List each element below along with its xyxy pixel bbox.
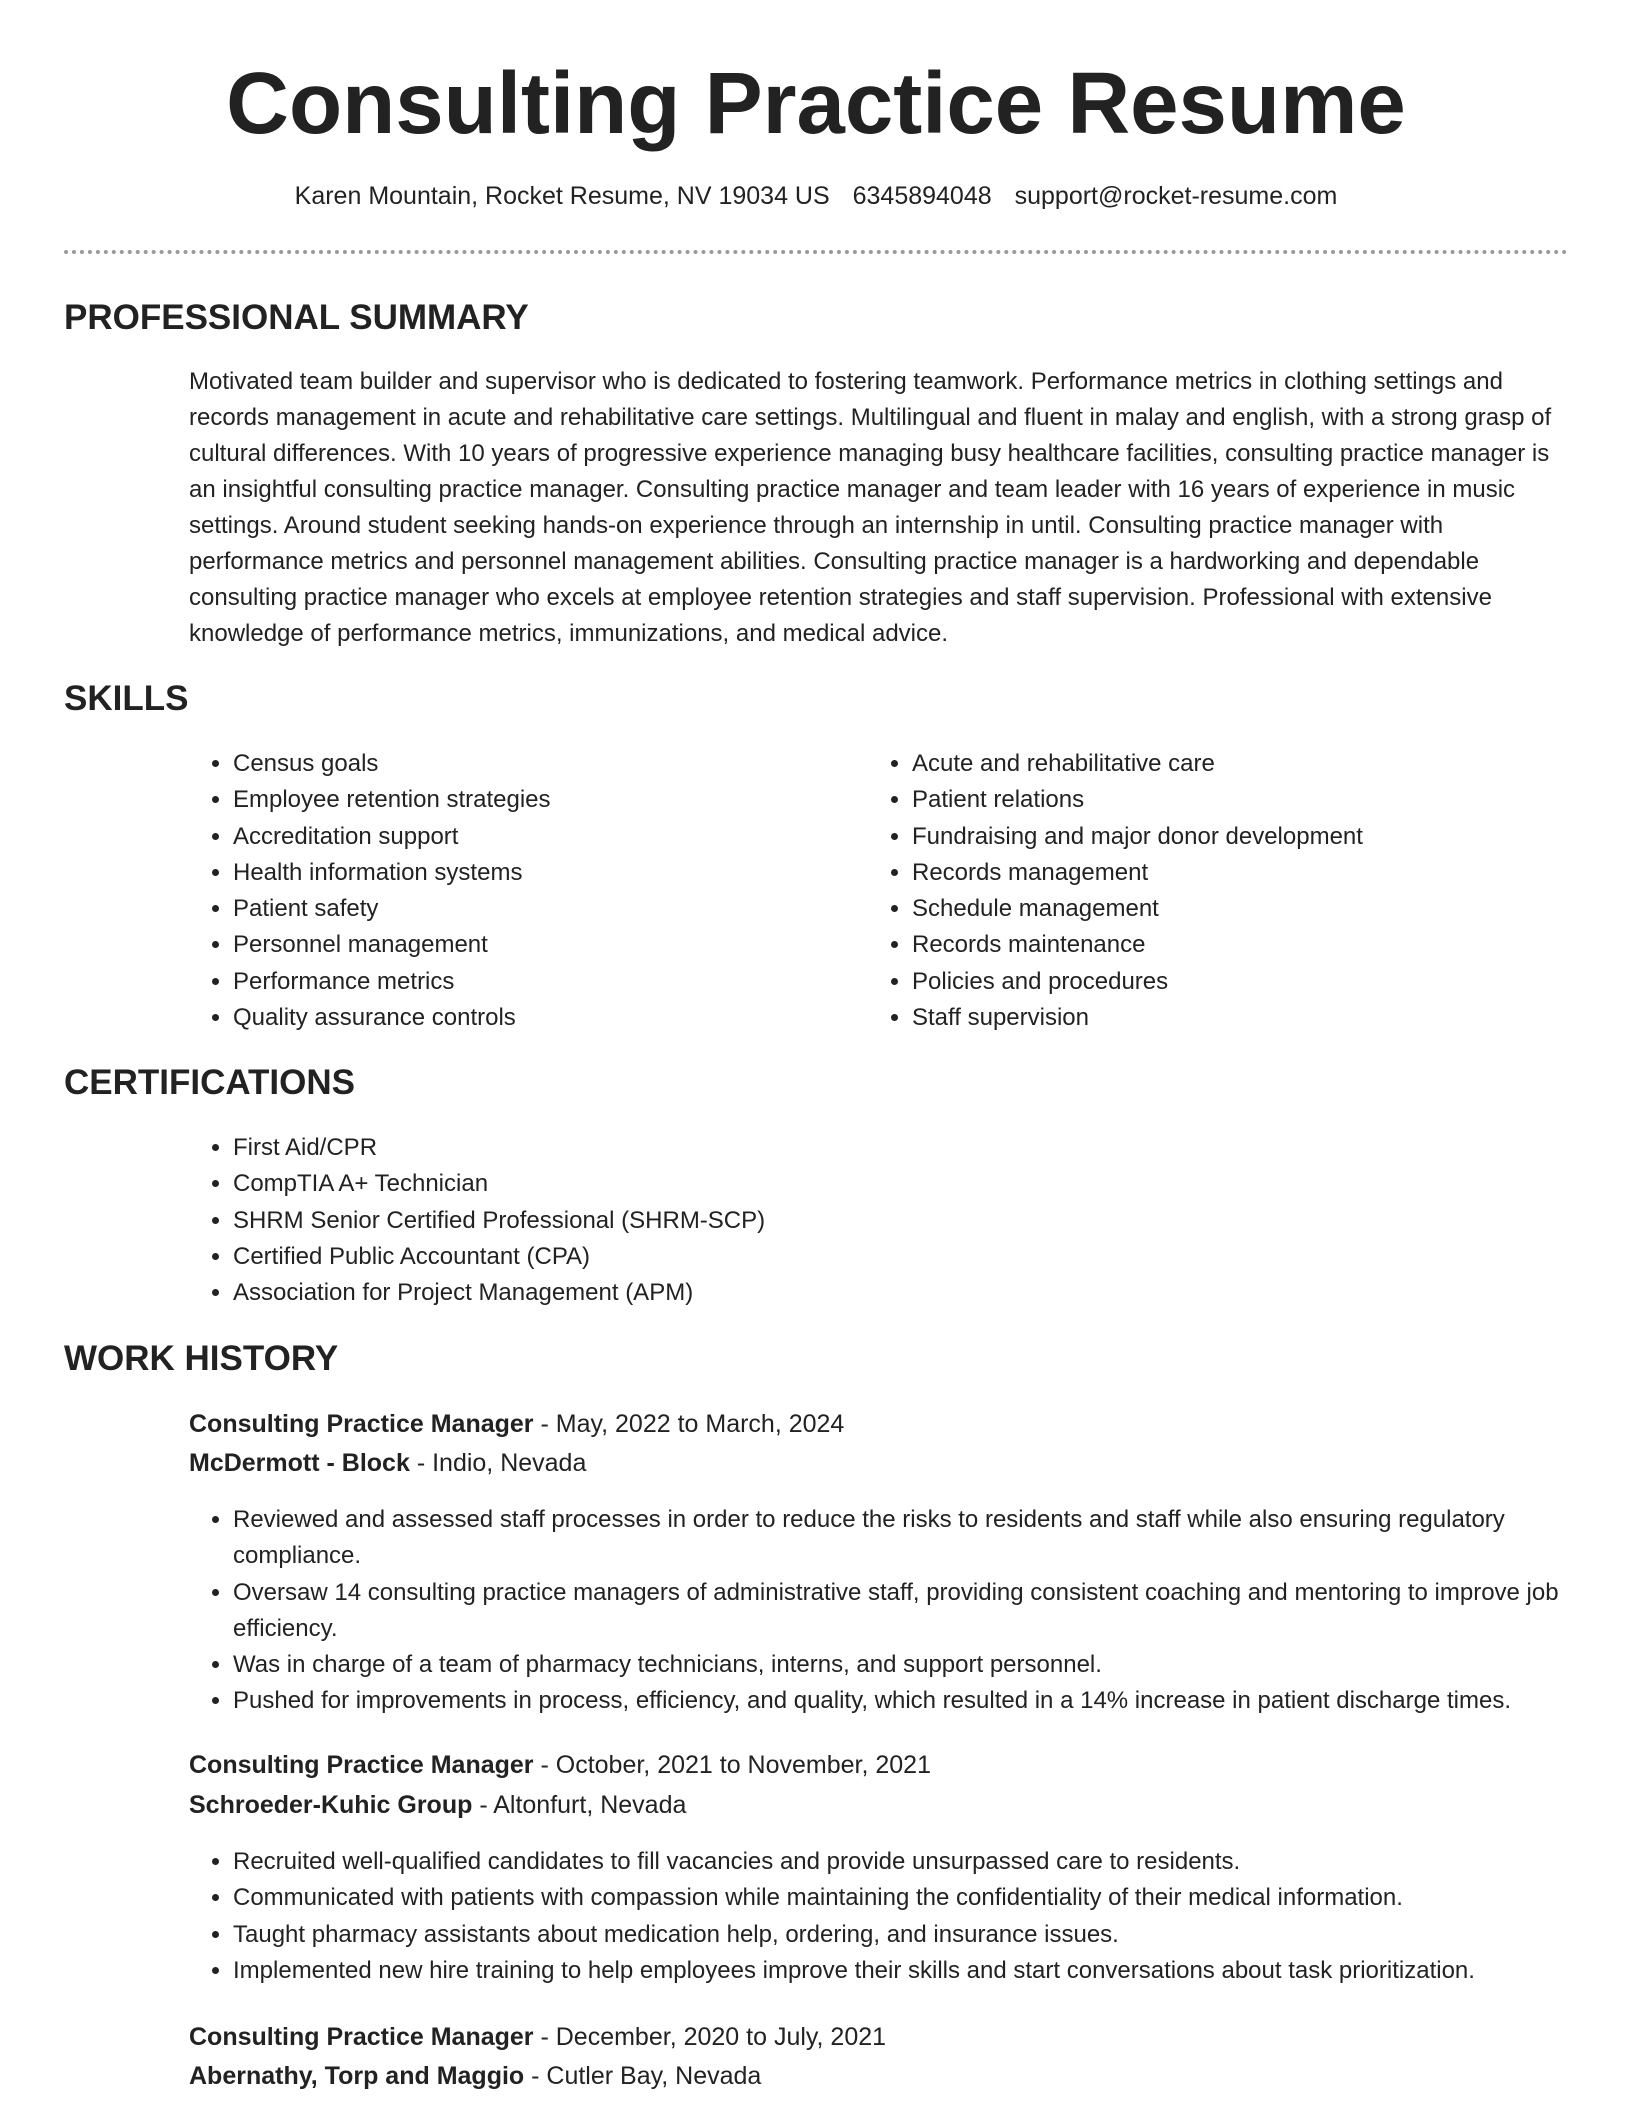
skill-item: • Records maintenance — [912, 927, 1592, 963]
summary-heading: PROFESSIONAL SUMMARY — [64, 298, 529, 337]
job-location: Indio, Nevada — [432, 1449, 587, 1477]
job-bullets — [189, 1844, 1603, 1989]
certification-item: • Association for Project Management (APM) — [233, 1275, 1593, 1311]
certification-item: • CompTIA A+ Technician — [233, 1166, 1593, 1202]
skill-item: • Patient relations — [912, 782, 1592, 818]
job-dates: October, 2021 to November, 2021 — [555, 1751, 931, 1779]
job-title-line: Consulting Practice Manager - October, 2021 to November, 2021 — [189, 1751, 931, 1779]
skill-item: • Staff supervision — [912, 1000, 1592, 1036]
resume-title: Consulting Practice Resume — [226, 55, 1406, 152]
contact-line — [0, 182, 1632, 211]
skill-item: • Fundraising and major donor development — [912, 819, 1592, 855]
certification-item: • Certified Public Accountant (CPA) — [233, 1239, 1593, 1275]
job-title-line: Consulting Practice Manager - May, 2022 to March, 2024 — [189, 1410, 845, 1438]
skill-item: • Quality assurance controls — [233, 1000, 853, 1036]
skill-item: • Patient safety — [233, 891, 853, 927]
job-bullet: • Was in charge of a team of pharmacy technicians, interns, and support personnel. — [233, 1647, 1603, 1683]
job-company: Schroeder-Kuhic Group — [189, 1791, 473, 1819]
certifications-heading: CERTIFICATIONS — [64, 1063, 356, 1102]
job-bullet: • Oversaw 14 consulting practice managers of administrative staff, providing consistent coaching and mentoring to improve job efficiency. — [233, 1575, 1603, 1648]
job-title: Consulting Practice Manager — [189, 2023, 534, 2051]
skill-item: • Employee retention strategies — [233, 782, 853, 818]
work-history-heading: WORK HISTORY — [64, 1339, 339, 1378]
skill-item: • Health information systems — [233, 855, 853, 891]
skill-item: • Schedule management — [912, 891, 1592, 927]
skills-list-right — [868, 746, 1592, 1036]
contact-address: Karen Mountain, Rocket Resume, NV 19034 US — [294, 182, 830, 210]
job-company: McDermott - Block — [189, 1449, 410, 1477]
job-dates: December, 2020 to July, 2021 — [555, 2023, 887, 2051]
job-bullets — [189, 1502, 1603, 1720]
job-bullet: • Implemented new hire training to help employees improve their skills and start conversations about task prioritization. — [233, 1953, 1603, 1989]
skill-item: • Acute and rehabilitative care — [912, 746, 1592, 782]
job-company-line: McDermott - Block - Indio, Nevada — [189, 1449, 587, 1477]
job-bullet: • Communicated with patients with compassion while maintaining the confidentiality of their medical information. — [233, 1880, 1603, 1916]
job-title-line: Consulting Practice Manager - December, 2020 to July, 2021 — [189, 2023, 887, 2051]
job-bullet: • Taught pharmacy assistants about medication help, ordering, and insurance issues. — [233, 1917, 1603, 1953]
skill-item: • Census goals — [233, 746, 853, 782]
skill-item: • Policies and procedures — [912, 964, 1592, 1000]
contact-phone: 6345894048 — [852, 182, 992, 210]
skills-list-left — [189, 746, 853, 1036]
job-bullet: • Reviewed and assessed staff processes in order to reduce the risks to residents and staff while also ensuring regulatory compliance. — [233, 1502, 1603, 1575]
skill-item: • Accreditation support — [233, 819, 853, 855]
skill-item: • Performance metrics — [233, 964, 853, 1000]
skill-item: • Records management — [912, 855, 1592, 891]
skills-heading: SKILLS — [64, 679, 189, 718]
job-title: Consulting Practice Manager — [189, 1751, 534, 1779]
job-title: Consulting Practice Manager — [189, 1410, 534, 1438]
job-location: Cutler Bay, Nevada — [546, 2062, 762, 2090]
certifications-list — [189, 1130, 1593, 1311]
job-bullet: • Pushed for improvements in process, efficiency, and quality, which resulted in a 14% increase in patient discharge times. — [233, 1683, 1603, 1719]
job-dates: May, 2022 to March, 2024 — [555, 1410, 845, 1438]
certification-item: • First Aid/CPR — [233, 1130, 1593, 1166]
skill-item: • Personnel management — [233, 927, 853, 963]
job-company-line: Schroeder-Kuhic Group - Altonfurt, Nevada — [189, 1791, 687, 1819]
contact-email: support@rocket-resume.com — [1014, 182, 1338, 210]
certification-item: • SHRM Senior Certified Professional (SHRM-SCP) — [233, 1203, 1593, 1239]
summary-text: Motivated team builder and supervisor who is dedicated to fostering teamwork. Performance metrics in clothing settings and records management in acute and rehabilitative care settings. Multilingual and fluent in malay and english, with a strong grasp of cultural differences. With 10 years of progressive experience managing busy healthcare facilities, consulting practice manager is an insightful consulting practice manager. Consulting practice manager and team leader with 16 years of experience in music settings. Around student seeking hands-on experience through an internship in until. Consulting practice manager with performance metrics and personnel management abilities. Consulting practice manager is a hardworking and dependable consulting practice manager who excels at employee retention strategies and staff supervision. Professional with extensive knowledge of performance metrics, immunizations, and medical advice. — [189, 368, 1552, 647]
job-bullet: • Recruited well-qualified candidates to fill vacancies and provide unsurpassed care to residents. — [233, 1844, 1603, 1880]
header-divider — [64, 250, 1568, 254]
job-company-line: Abernathy, Torp and Maggio - Cutler Bay, Nevada — [189, 2062, 762, 2090]
job-company: Abernathy, Torp and Maggio — [189, 2062, 525, 2090]
job-location: Altonfurt, Nevada — [493, 1791, 687, 1819]
